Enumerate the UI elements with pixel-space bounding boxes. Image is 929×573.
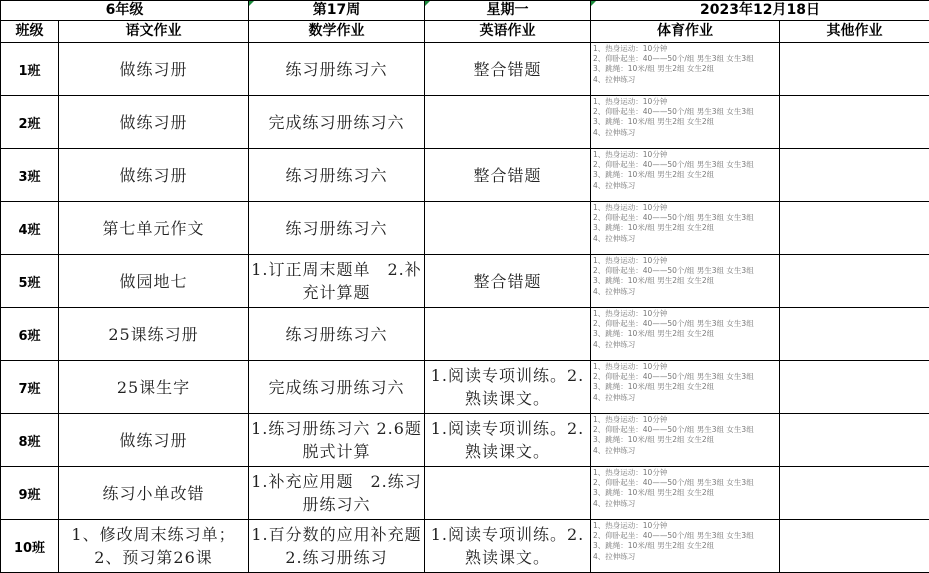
other-homework-cell[interactable] [780, 520, 929, 573]
english-homework-cell[interactable] [425, 308, 591, 361]
pe-line: 2、仰卧起坐：40——50个/组 男生3组 女生3组 [593, 160, 777, 170]
class-cell[interactable]: 5班 [1, 255, 59, 308]
pe-homework-cell[interactable] [591, 149, 780, 202]
other-homework-cell[interactable] [780, 96, 929, 149]
english-homework-cell[interactable] [425, 467, 591, 520]
pe-line: 2、仰卧起坐：40——50个/组 男生3组 女生3组 [593, 54, 777, 64]
pe-homework-cell[interactable] [591, 308, 780, 361]
pe-line: 3、跳绳：10米/组 男生2组 女生2组 [593, 541, 777, 551]
pe-line: 1、热身运动：10分钟 [593, 362, 777, 372]
pe-line: 4、拉伸练习 [593, 552, 777, 562]
math-homework-cell[interactable]: 练习册练习六 [249, 308, 425, 361]
english-homework-cell[interactable]: 整合错题 [425, 149, 591, 202]
pe-homework-cell[interactable] [591, 43, 780, 96]
pe-line: 3、跳绳：10米/组 男生2组 女生2组 [593, 117, 777, 127]
chinese-homework-cell[interactable]: 1、修改周末练习单；2、预习第26课 [59, 520, 249, 573]
table-row [1, 43, 929, 96]
math-homework-cell[interactable]: 1.百分数的应用补充题 2.练习册练习 [249, 520, 425, 573]
comment-marker-icon [249, 1, 254, 6]
pe-line: 2、仰卧起坐：40——50个/组 男生3组 女生3组 [593, 266, 777, 276]
table-row [1, 149, 929, 202]
pe-line: 3、跳绳：10米/组 男生2组 女生2组 [593, 223, 777, 233]
math-homework-cell[interactable]: 1.订正周末题单 2.补充计算题 [249, 255, 425, 308]
math-homework-cell[interactable]: 练习册练习六 [249, 43, 425, 96]
pe-line: 4、拉伸练习 [593, 499, 777, 509]
english-homework-cell[interactable]: 整合错题 [425, 43, 591, 96]
pe-line: 1、热身运动：10分钟 [593, 309, 777, 319]
pe-line: 2、仰卧起坐：40——50个/组 男生3组 女生3组 [593, 213, 777, 223]
table-row [1, 520, 929, 573]
class-cell[interactable]: 1班 [1, 43, 59, 96]
comment-marker-icon [591, 1, 596, 6]
class-cell[interactable]: 2班 [1, 96, 59, 149]
table-row [1, 414, 929, 467]
pe-line: 1、热身运动：10分钟 [593, 468, 777, 478]
pe-line: 1、热身运动：10分钟 [593, 203, 777, 213]
pe-line: 1、热身运动：10分钟 [593, 150, 777, 160]
other-homework-cell[interactable] [780, 414, 929, 467]
pe-line: 3、跳绳：10米/组 男生2组 女生2组 [593, 382, 777, 392]
chinese-homework-cell[interactable]: 练习小单改错 [59, 467, 249, 520]
table-row [1, 96, 929, 149]
pe-line: 1、热身运动：10分钟 [593, 256, 777, 266]
table-row [1, 202, 929, 255]
pe-line: 2、仰卧起坐：40——50个/组 男生3组 女生3组 [593, 372, 777, 382]
class-cell[interactable]: 9班 [1, 467, 59, 520]
pe-line: 4、拉伸练习 [593, 234, 777, 244]
pe-line: 1、热身运动：10分钟 [593, 521, 777, 531]
pe-line: 3、跳绳：10米/组 男生2组 女生2组 [593, 488, 777, 498]
pe-line: 3、跳绳：10米/组 男生2组 女生2组 [593, 435, 777, 445]
class-cell[interactable]: 7班 [1, 361, 59, 414]
other-homework-cell[interactable] [780, 361, 929, 414]
pe-homework-cell[interactable] [591, 467, 780, 520]
header-other[interactable]: 其他作业 [780, 21, 929, 43]
pe-line: 4、拉伸练习 [593, 287, 777, 297]
pe-line: 3、跳绳：10米/组 男生2组 女生2组 [593, 276, 777, 286]
english-homework-cell[interactable] [425, 96, 591, 149]
pe-line: 2、仰卧起坐：40——50个/组 男生3组 女生3组 [593, 107, 777, 117]
chinese-homework-cell[interactable]: 做练习册 [59, 43, 249, 96]
header-english[interactable]: 英语作业 [425, 21, 591, 43]
header-class[interactable]: 班级 [1, 21, 59, 43]
title-row [1, 1, 929, 21]
chinese-homework-cell[interactable]: 做练习册 [59, 414, 249, 467]
pe-homework-cell[interactable] [591, 414, 780, 467]
pe-homework-cell[interactable] [591, 255, 780, 308]
english-homework-cell[interactable]: 1.阅读专项训练。2.熟读课文。 [425, 414, 591, 467]
header-math[interactable]: 数学作业 [249, 21, 425, 43]
pe-line: 4、拉伸练习 [593, 340, 777, 350]
class-cell[interactable]: 3班 [1, 149, 59, 202]
class-cell[interactable]: 4班 [1, 202, 59, 255]
math-homework-cell[interactable]: 1.练习册练习六 2.6题脱式计算 [249, 414, 425, 467]
column-header-row [1, 21, 929, 43]
table-row [1, 467, 929, 520]
chinese-homework-cell[interactable]: 做练习册 [59, 96, 249, 149]
math-homework-cell[interactable]: 练习册练习六 [249, 149, 425, 202]
pe-line: 4、拉伸练习 [593, 393, 777, 403]
table-row [1, 361, 929, 414]
math-homework-cell[interactable]: 完成练习册练习六 [249, 361, 425, 414]
pe-line: 3、跳绳：10米/组 男生2组 女生2组 [593, 64, 777, 74]
chinese-homework-cell[interactable]: 25课练习册 [59, 308, 249, 361]
english-homework-cell[interactable] [425, 202, 591, 255]
pe-line: 2、仰卧起坐：40——50个/组 男生3组 女生3组 [593, 319, 777, 329]
other-homework-cell[interactable] [780, 202, 929, 255]
class-cell[interactable]: 10班 [1, 520, 59, 573]
pe-homework-cell[interactable] [591, 202, 780, 255]
pe-line: 1、热身运动：10分钟 [593, 97, 777, 107]
pe-homework-cell[interactable] [591, 520, 780, 573]
table-row [1, 255, 929, 308]
english-homework-cell[interactable]: 1.阅读专项训练。2.熟读课文。 [425, 361, 591, 414]
header-chinese[interactable]: 语文作业 [59, 21, 249, 43]
chinese-homework-cell[interactable]: 第七单元作文 [59, 202, 249, 255]
pe-line: 3、跳绳：10米/组 男生2组 女生2组 [593, 329, 777, 339]
table-row [1, 308, 929, 361]
chinese-homework-cell[interactable]: 25课生字 [59, 361, 249, 414]
pe-line: 2、仰卧起坐：40——50个/组 男生3组 女生3组 [593, 478, 777, 488]
week-cell[interactable]: 第17周 [249, 1, 425, 21]
comment-marker-icon [425, 1, 430, 6]
date-cell[interactable]: 2023年12月18日 [591, 1, 929, 21]
pe-line: 1、热身运动：10分钟 [593, 44, 777, 54]
math-homework-cell[interactable]: 1.补充应用题 2.练习册练习六 [249, 467, 425, 520]
pe-line: 4、拉伸练习 [593, 446, 777, 456]
pe-line: 2、仰卧起坐：40——50个/组 男生3组 女生3组 [593, 531, 777, 541]
pe-line: 4、拉伸练习 [593, 75, 777, 85]
other-homework-cell[interactable] [780, 43, 929, 96]
weekday-cell[interactable]: 星期一 [425, 1, 591, 21]
english-homework-cell[interactable]: 1.阅读专项训练。2.熟读课文。 [425, 520, 591, 573]
chinese-homework-cell[interactable]: 做园地七 [59, 255, 249, 308]
pe-line: 1、热身运动：10分钟 [593, 415, 777, 425]
english-homework-cell[interactable]: 整合错题 [425, 255, 591, 308]
header-pe[interactable]: 体育作业 [591, 21, 780, 43]
other-homework-cell[interactable] [780, 255, 929, 308]
pe-line: 3、跳绳：10米/组 男生2组 女生2组 [593, 170, 777, 180]
pe-line: 4、拉伸练习 [593, 181, 777, 191]
pe-line: 4、拉伸练习 [593, 128, 777, 138]
other-homework-cell[interactable] [780, 149, 929, 202]
pe-homework-cell[interactable] [591, 96, 780, 149]
other-homework-cell[interactable] [780, 308, 929, 361]
pe-homework-cell[interactable] [591, 361, 780, 414]
class-cell[interactable]: 8班 [1, 414, 59, 467]
pe-line: 2、仰卧起坐：40——50个/组 男生3组 女生3组 [593, 425, 777, 435]
grade-cell[interactable]: 6年级 [1, 1, 249, 21]
math-homework-cell[interactable]: 完成练习册练习六 [249, 96, 425, 149]
class-cell[interactable]: 6班 [1, 308, 59, 361]
other-homework-cell[interactable] [780, 467, 929, 520]
math-homework-cell[interactable]: 练习册练习六 [249, 202, 425, 255]
chinese-homework-cell[interactable]: 做练习册 [59, 149, 249, 202]
